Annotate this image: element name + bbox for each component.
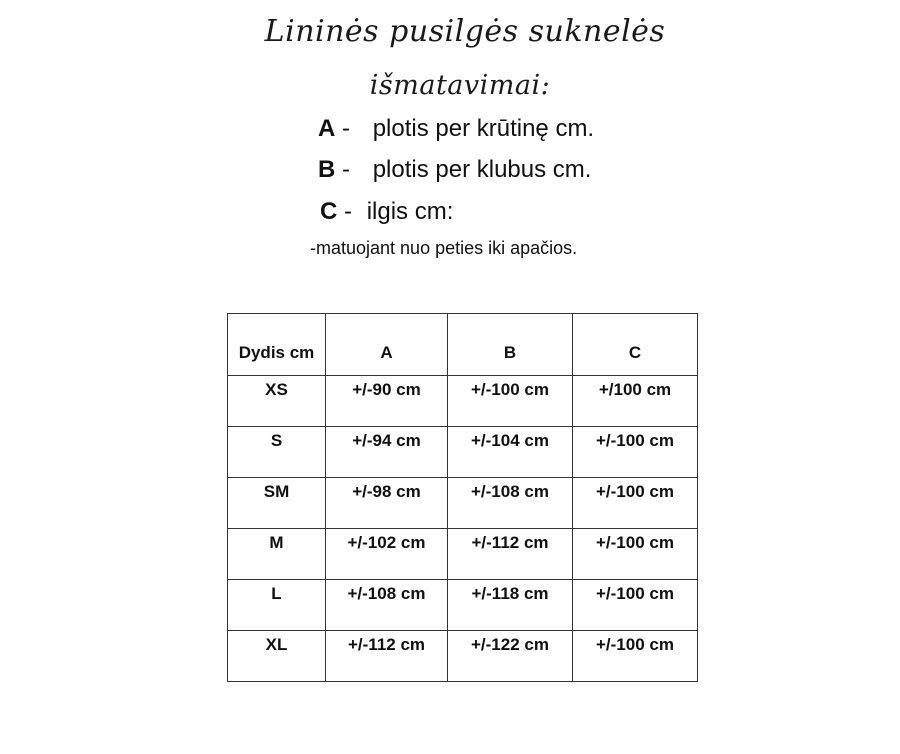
table-row: [228, 376, 698, 427]
table-header-row: [228, 314, 698, 376]
table-row: [228, 580, 698, 631]
cell-b: +/-122 cm: [448, 631, 573, 682]
cell-c: +/-100 cm: [573, 631, 698, 682]
cell-b: +/-112 cm: [448, 529, 573, 580]
header-b: B: [448, 314, 573, 376]
cell-a: +/-112 cm: [326, 631, 448, 682]
cell-b: +/-100 cm: [448, 376, 573, 427]
page-title: Lininės pusilgės suknelės: [264, 14, 666, 49]
cell-size: XS: [228, 376, 326, 427]
cell-c: +/100 cm: [573, 376, 698, 427]
cell-size: XL: [228, 631, 326, 682]
cell-b: +/-104 cm: [448, 427, 573, 478]
measurement-dash: -: [344, 198, 353, 225]
cell-size: L: [228, 580, 326, 631]
table-row: [228, 478, 698, 529]
header-c: C: [573, 314, 698, 376]
cell-b: +/-108 cm: [448, 478, 573, 529]
cell-c: +/-100 cm: [573, 427, 698, 478]
cell-c: +/-100 cm: [573, 529, 698, 580]
cell-size: SM: [228, 478, 326, 529]
cell-a: +/-108 cm: [326, 580, 448, 631]
table-row: [228, 529, 698, 580]
measurement-b: [318, 156, 591, 184]
cell-c: +/-100 cm: [573, 580, 698, 631]
measurement-a: [318, 115, 594, 143]
cell-size: M: [228, 529, 326, 580]
measurement-letter: C: [320, 198, 338, 225]
measurement-dash: -: [342, 156, 351, 183]
header-size: Dydis cm: [228, 314, 326, 376]
measurement-text: plotis per krūtinę cm.: [372, 115, 595, 142]
size-table: [227, 313, 698, 682]
measurement-note: -matuojant nuo peties iki apačios.: [310, 238, 578, 258]
cell-a: +/-98 cm: [326, 478, 448, 529]
cell-a: +/-94 cm: [326, 427, 448, 478]
cell-a: +/-102 cm: [326, 529, 448, 580]
header-a: A: [326, 314, 448, 376]
cell-size: S: [228, 427, 326, 478]
measurement-c: [320, 198, 453, 226]
page-subtitle: išmatavimai:: [369, 70, 551, 101]
measurement-text: plotis per klubus cm.: [372, 156, 592, 183]
cell-c: +/-100 cm: [573, 478, 698, 529]
cell-a: +/-90 cm: [326, 376, 448, 427]
measurement-dash: -: [342, 115, 351, 142]
measurement-letter: A: [318, 115, 336, 142]
measurement-text: ilgis cm:: [366, 198, 454, 225]
cell-b: +/-118 cm: [448, 580, 573, 631]
measurement-letter: B: [318, 156, 336, 183]
table-row: [228, 427, 698, 478]
table-row: [228, 631, 698, 682]
